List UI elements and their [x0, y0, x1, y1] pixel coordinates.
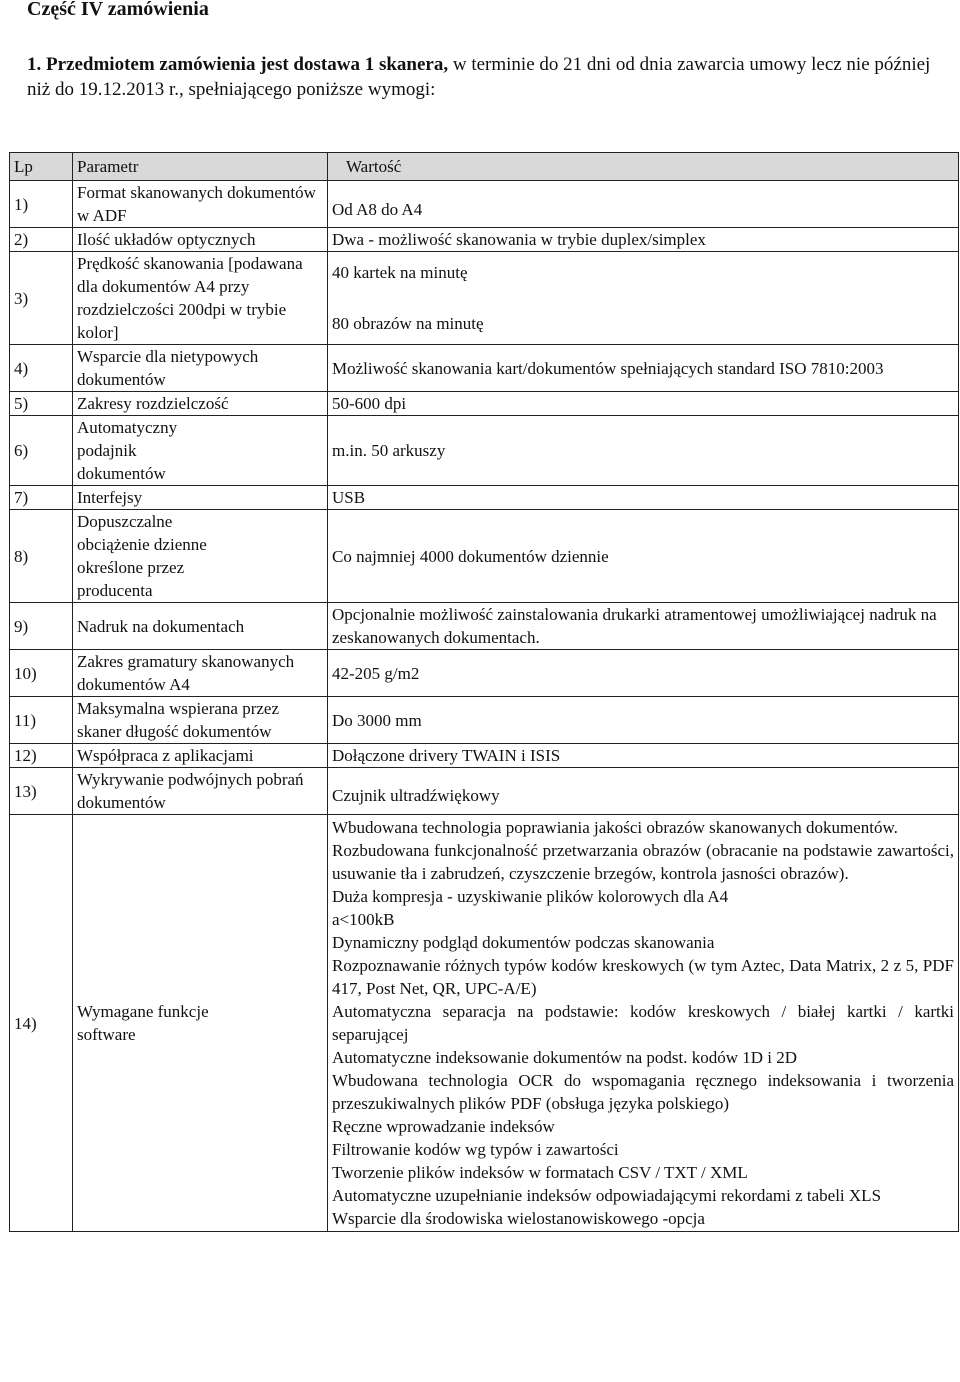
header-lp: Lp — [10, 153, 73, 181]
row-lp: 1) — [10, 181, 73, 228]
feature-item: Duża kompresja - uzyskiwanie plików kolorowych dla A4 a<100kB — [332, 887, 729, 929]
row-value — [328, 252, 959, 345]
row-param: Zakres gramatury skanowanych dokumentów A4 — [73, 650, 328, 697]
feature-item: Automatyczne uzupełnianie indeksów odpowiadającymi rekordami z tabeli XLS — [332, 1186, 882, 1205]
row-param: Wymagane funkcje software — [73, 815, 328, 1232]
row-lp: 12) — [10, 744, 73, 768]
row-lp: 13) — [10, 768, 73, 815]
table-row — [10, 744, 959, 768]
table-row — [10, 181, 959, 228]
table-row — [10, 768, 959, 815]
row-lp: 6) — [10, 416, 73, 486]
row-param: Format skanowanych dokumentów w ADF — [73, 181, 328, 228]
row-lp: 9) — [10, 603, 73, 650]
row-value: Możliwość skanowania kart/dokumentów spełniających standard ISO 7810:2003 — [328, 345, 959, 392]
row-lp: 2) — [10, 228, 73, 252]
table-row — [10, 603, 959, 650]
row-lp: 7) — [10, 486, 73, 510]
row-value: Od A8 do A4 — [328, 181, 959, 228]
table-row — [10, 697, 959, 744]
row-param: Zakresy rozdzielczość — [73, 392, 328, 416]
feature-item: Rozbudowana funkcjonalność przetwarzania obrazów (obracanie na podstawie zawartości, usuwanie tła i zabrudzeń, czyszczenie brzegów, kontrola jasności obrazów). — [332, 841, 954, 883]
feature-item: Tworzenie plików indeksów w formatach CSV / TXT / XML — [332, 1163, 748, 1182]
row-lp: 8) — [10, 510, 73, 603]
intro-rest: w terminie do 21 dni od dnia zawarcia umowy lecz nie później niż do 19.12.2013 r., spełniającego poniższe wymogi: — [27, 54, 931, 100]
table-row — [10, 486, 959, 510]
header-param: Parametr — [73, 153, 328, 181]
table-row — [10, 815, 959, 1232]
row-lp: 5) — [10, 392, 73, 416]
row-value: 50-600 dpi — [328, 392, 959, 416]
row-param: Wykrywanie podwójnych pobrań dokumentów — [73, 768, 328, 815]
row-value: USB — [328, 486, 959, 510]
header-value: Wartość — [328, 153, 959, 181]
row-value: Dwa - możliwość skanowania w trybie duplex/simplex — [328, 228, 959, 252]
row-lp: 11) — [10, 697, 73, 744]
row-param: Dopuszczalne obciążenie dzienne określone przez producenta — [73, 510, 328, 603]
row-param: Maksymalna wspierana przez skaner długość dokumentów — [73, 697, 328, 744]
table-row — [10, 510, 959, 603]
row-param: Nadruk na dokumentach — [73, 603, 328, 650]
row-lp: 4) — [10, 345, 73, 392]
row-lp: 10) — [10, 650, 73, 697]
feature-item: Filtrowanie kodów wg typów i zawartości — [332, 1140, 619, 1159]
feature-item: Automatyczne indeksowanie dokumentów na podst. kodów 1D i 2D — [332, 1048, 798, 1067]
feature-item: Wsparcie dla środowiska wielostanowiskowego -opcja — [332, 1209, 705, 1228]
table-row — [10, 228, 959, 252]
intro-paragraph — [27, 52, 937, 102]
table-row — [10, 650, 959, 697]
intro-bold: 1. Przedmiotem zamówienia jest dostawa 1 skanera, — [27, 54, 449, 75]
row-value: Opcjonalnie możliwość zainstalowania drukarki atramentowej umożliwiającej nadruk na zeskanowanych dokumentach. — [328, 603, 959, 650]
row-param: Współpraca z aplikacjami — [73, 744, 328, 768]
feature-item: Dynamiczny podgląd dokumentów podczas skanowania — [332, 933, 715, 952]
table-header-row — [10, 153, 959, 181]
table-row — [10, 345, 959, 392]
row-value: Co najmniej 4000 dokumentów dziennie — [328, 510, 959, 603]
row-value: Dołączone drivery TWAIN i ISIS — [328, 744, 959, 768]
row-param: Ilość układów optycznych — [73, 228, 328, 252]
feature-item: Automatyczna separacja na podstawie: kodów kreskowych / białej kartki / kartki separującej — [332, 1002, 954, 1044]
speed-images: 80 obrazów na minutę — [332, 314, 484, 333]
feature-item: Ręczne wprowadzanie indeksów — [332, 1117, 555, 1136]
row-lp: 3) — [10, 252, 73, 345]
row-lp: 14) — [10, 815, 73, 1232]
row-param: Prędkość skanowania [podawana dla dokumentów A4 przy rozdzielczości 200dpi w trybie kolor] — [73, 252, 328, 345]
row-param: Interfejsy — [73, 486, 328, 510]
section-heading: Część IV zamówienia — [27, 0, 209, 20]
table-row — [10, 416, 959, 486]
row-param: Wsparcie dla nietypowych dokumentów — [73, 345, 328, 392]
row-value: m.in. 50 arkuszy — [328, 416, 959, 486]
row-value: Czujnik ultradźwiękowy — [328, 768, 959, 815]
requirements-table — [9, 152, 959, 1232]
row-value: 42-205 g/m2 — [328, 650, 959, 697]
table-row — [10, 392, 959, 416]
feature-item: Wbudowana technologia poprawiania jakości obrazów skanowanych dokumentów. — [332, 818, 898, 837]
feature-item: Rozpoznawanie różnych typów kodów kreskowych (w tym Aztec, Data Matrix, 2 z 5, PDF 417, Post Net, QR, UPC-A/E) — [332, 956, 954, 998]
table-row — [10, 252, 959, 345]
row-value — [328, 815, 959, 1232]
speed-pages: 40 kartek na minutę — [332, 263, 468, 282]
row-value: Do 3000 mm — [328, 697, 959, 744]
feature-item: Wbudowana technologia OCR do wspomagania ręcznego indeksowania i tworzenia przeszukiwalnych plików PDF (obsługa języka polskiego) — [332, 1071, 954, 1113]
row-param: Automatyczny podajnik dokumentów — [73, 416, 328, 486]
